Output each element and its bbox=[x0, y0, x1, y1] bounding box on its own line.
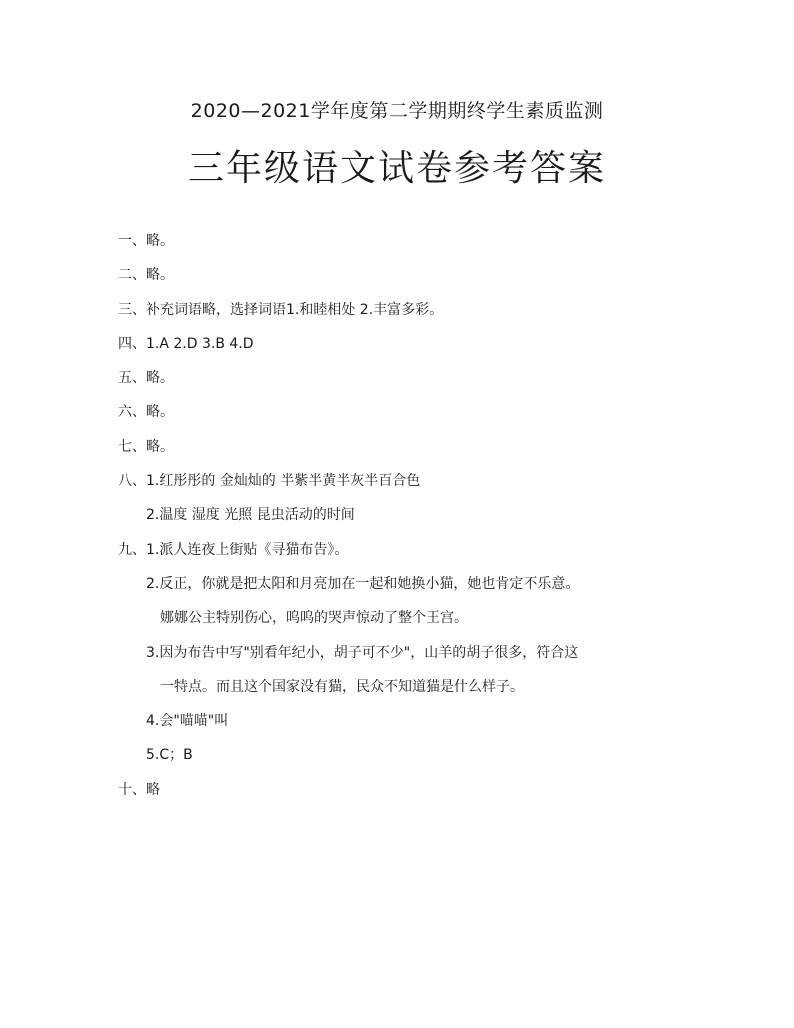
answer-list bbox=[118, 224, 758, 807]
answer-item-1: 一、略。 bbox=[118, 233, 174, 249]
answer-item-2: 二、略。 bbox=[118, 267, 174, 284]
answer-item-9-1: 九、1.派人连夜上街贴《寻猫布告》。 bbox=[118, 541, 349, 558]
answer-item-7: 七、略。 bbox=[118, 438, 174, 455]
answer-item-8-1: 八、1.红彤彤的 金灿灿的 半紫半黄半灰半百合色 bbox=[118, 473, 421, 490]
answer-item-4: 四、1.A 2.D 3.B 4.D bbox=[118, 335, 254, 352]
answer-item-9-2: 2.反正，你就是把太阳和月亮加在一起和她换小猫，她也肯定不乐意。 bbox=[146, 575, 580, 592]
answer-item-9-3: 3.因为布告中写"别看年纪小，胡子可不少"，山羊的胡子很多，符合这 bbox=[146, 644, 579, 661]
answer-item-8-2: 2.温度 湿度 光照 昆虫活动的时间 bbox=[146, 507, 355, 524]
answer-item-5: 五、略。 bbox=[118, 370, 174, 387]
answer-item-9-3-cont: 一特点。而且这个国家没有猫，民众不知道猫是什么样子。 bbox=[160, 678, 524, 695]
answer-item-9-4: 4.会"喵喵"叫 bbox=[146, 713, 229, 730]
answer-item-6: 六、略。 bbox=[118, 404, 174, 421]
answer-item-10: 十、略 bbox=[118, 781, 160, 798]
answer-item-9-2-cont: 娜娜公主特别伤心，呜呜的哭声惊动了整个王宫。 bbox=[160, 610, 468, 627]
exam-subtitle: 2020—2021学年度第二学期期终学生素质监测 bbox=[190, 100, 604, 122]
answer-item-3: 三、补充词语略，选择词语1.和睦相处 2.丰富多彩。 bbox=[118, 301, 444, 318]
answer-item-9-5: 5.C；B bbox=[146, 747, 193, 764]
page-title: 三年级语文试卷参考答案 bbox=[187, 148, 606, 189]
